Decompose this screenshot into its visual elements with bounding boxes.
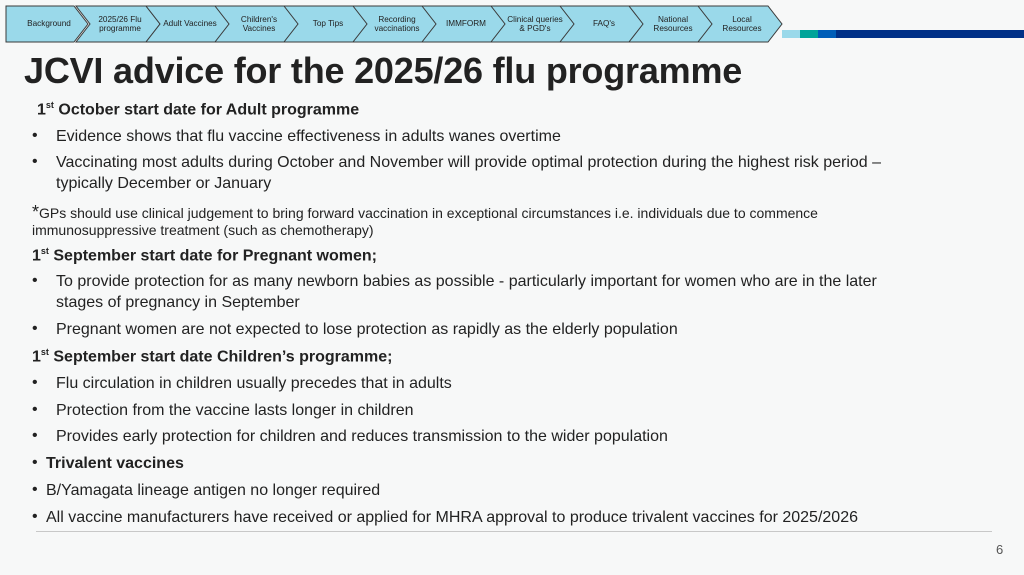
bullet-marker: • xyxy=(32,401,38,418)
heading-number: 1 xyxy=(32,247,41,265)
nav-item-label: Recording vaccinations xyxy=(374,14,420,33)
bullet-marker: • xyxy=(32,481,38,498)
nav-item-label: Background xyxy=(27,19,71,29)
heading-text: September start date for Pregnant women; xyxy=(48,247,377,265)
nav-item-label: Local Resources xyxy=(722,14,762,33)
nav-item-label: Top Tips xyxy=(312,19,344,29)
bullet-marker: • xyxy=(32,153,38,170)
page-number: 6 xyxy=(996,542,1004,557)
bullet-marker: • xyxy=(32,427,38,444)
children-bullet-2: Protection from the vaccine lasts longer in children xyxy=(56,402,414,419)
clinical-judgement-note xyxy=(32,202,818,223)
decorative-bar-teal xyxy=(800,30,818,38)
heading-text: October start date for Adult programme xyxy=(53,101,360,119)
adult-bullet-2-line-2: typically December or January xyxy=(56,175,272,192)
note-text-line-1: GPs should use clinical judgement to bring forward vaccination in exceptional circumstances i.e. individuals due to commence xyxy=(39,205,818,221)
decorative-bar-dark-blue xyxy=(836,30,1024,38)
decorative-bar-blue xyxy=(818,30,836,38)
footer-divider xyxy=(36,531,992,532)
page-title: JCVI advice for the 2025/26 flu programme xyxy=(24,50,743,91)
bullet-marker: • xyxy=(32,272,38,289)
pregnant-bullet-2: Pregnant women are not expected to lose protection as rapidly as the elderly population xyxy=(56,321,678,338)
trivalent-bullet-2: All vaccine manufacturers have received or applied for MHRA approval to produce trivalent vaccines for 2025/2026 xyxy=(46,509,858,526)
trivalent-bullet-1: B/Yamagata lineage antigen no longer required xyxy=(46,482,381,499)
pregnant-bullet-1-line-2: stages of pregnancy in September xyxy=(56,294,300,311)
bullet-marker: • xyxy=(32,127,38,144)
nav-item-label: National Resources xyxy=(653,14,693,33)
decorative-bar-light-blue xyxy=(782,30,800,38)
childrens-programme-heading xyxy=(32,347,392,366)
trivalent-heading: Trivalent vaccines xyxy=(46,455,184,472)
bullet-marker: • xyxy=(32,454,38,471)
nav-item-label: Adult Vaccines xyxy=(163,19,217,29)
bullet-marker: • xyxy=(32,374,38,391)
nav-item-label: Children's Vaccines xyxy=(240,14,278,33)
heading-superscript: st xyxy=(45,100,54,110)
nav-item-label: FAQ's xyxy=(592,19,616,29)
heading-text: September start date Children’s programme; xyxy=(48,348,393,366)
nav-item-local-resources[interactable] xyxy=(698,6,782,42)
nav-item-label: 2025/26 Flu programme xyxy=(98,14,142,33)
pregnant-women-heading xyxy=(32,246,377,265)
heading-superscript: st xyxy=(40,246,49,256)
adult-bullet-1: Evidence shows that flu vaccine effectiveness in adults wanes overtime xyxy=(56,128,561,145)
navigation-bar xyxy=(0,6,1024,44)
adult-bullet-2-line-1: Vaccinating most adults during October and November will provide optimal protection during the highest risk period – xyxy=(56,154,882,171)
heading-number: 1 xyxy=(37,101,46,119)
note-asterisk: * xyxy=(32,202,40,222)
adult-programme-heading xyxy=(37,100,359,119)
heading-superscript: st xyxy=(40,347,49,357)
bullet-marker: • xyxy=(32,320,38,337)
clinical-judgement-note-line-2: immunosuppressive treatment (such as chemotherapy) xyxy=(32,222,374,238)
nav-item-label: Clinical queries & PGD's xyxy=(507,14,563,33)
heading-number: 1 xyxy=(32,348,41,366)
children-bullet-1: Flu circulation in children usually precedes that in adults xyxy=(56,375,452,392)
pregnant-bullet-1-line-1: To provide protection for as many newborn babies as possible - particularly important for women who are in the later xyxy=(56,273,877,290)
nav-item-label: IMMFORM xyxy=(445,19,487,29)
children-bullet-3: Provides early protection for children and reduces transmission to the wider population xyxy=(56,428,668,445)
bullet-marker: • xyxy=(32,508,38,525)
